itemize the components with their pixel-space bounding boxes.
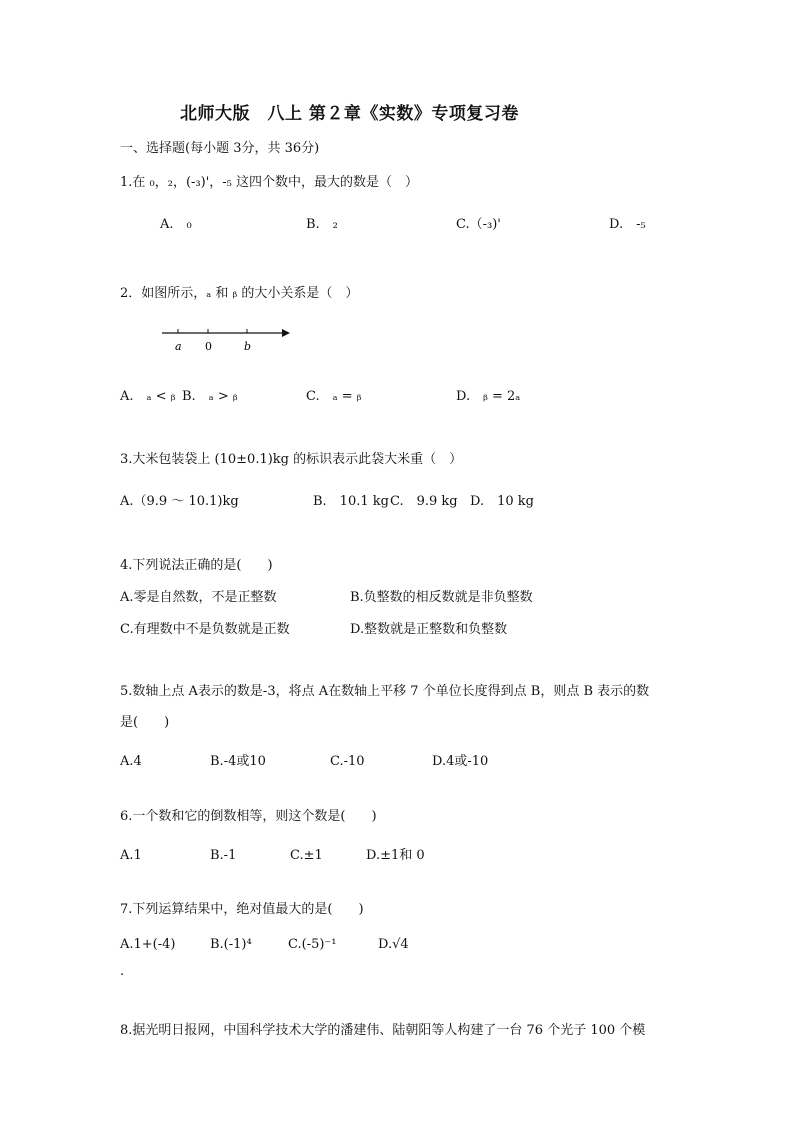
q4-option-d: D.整数就是正整数和负整数 <box>350 622 508 637</box>
q4-option-b: B.负整数的相反数就是非负整数 <box>350 590 533 605</box>
q3-option-a: A.（9.9 ～ 10.1)kg <box>120 494 239 509</box>
page-title: 北师大版 八上 第２章《实数》专项复习卷 <box>180 104 519 124</box>
q7-option-d: D.√4 <box>378 937 409 952</box>
q6-option-a: A.1 <box>120 848 142 863</box>
label-zero: 0 <box>205 340 212 353</box>
q6-option-b: B.-1 <box>210 848 237 863</box>
q4-option-a: A.零是自然数，不是正整数 <box>120 590 277 605</box>
q5-option-b: B.-4或10 <box>210 754 266 769</box>
q1-option-c: C.（-₃)' <box>456 217 501 232</box>
q5-option-a: A.4 <box>120 754 142 769</box>
q1-stem: 1.在 ₀，₂，(-₃)'，-₅ 这四个数中，最大的数是（ ） <box>120 175 419 190</box>
q4-stem: 4.下列说法正确的是( ) <box>120 558 273 573</box>
q3-option-c: C. 9.9 kg <box>390 494 458 509</box>
q5-stem-line2: 是( ) <box>120 715 170 730</box>
q7-option-a: A.1+(-4) <box>120 937 176 952</box>
q3-stem: 3.大米包装袋上 (10±0.1)kg 的标识表示此袋大米重（ ） <box>120 452 463 467</box>
q6-option-d: D.±1和 0 <box>366 848 425 863</box>
q2-option-d: D. ᵦ = 2ₐ <box>456 389 521 404</box>
q8-stem: 8.据光明日报网，中国科学技术大学的潘建伟、陆朝阳等人构建了一台 76 个光子 100 个模 <box>120 1023 646 1038</box>
q3-option-b: B. 10.1 kg <box>313 494 389 509</box>
q7-stem: 7.下列运算结果中，绝对值最大的是( ) <box>120 902 364 917</box>
q7-option-b: B.(-1)⁴ <box>210 937 252 952</box>
label-a: a <box>175 340 182 353</box>
q4-option-c: C.有理数中不是负数就是正数 <box>120 622 290 637</box>
q7-dot: . <box>120 964 125 979</box>
q5-option-d: D.4或-10 <box>432 754 489 769</box>
q2-stem: 2．如图所示，ₐ 和 ᵦ 的大小关系是（ ） <box>120 286 359 301</box>
q1-option-d: D. -₅ <box>609 217 646 232</box>
q5-option-c: C.-10 <box>330 754 365 769</box>
q1-option-a: A. ₀ <box>160 217 192 232</box>
number-line-arrow-icon <box>282 329 290 337</box>
q3-option-d: D. 10 kg <box>470 494 534 509</box>
section-heading: 一、选择题(每小题 3分，共 36分) <box>120 141 320 156</box>
label-b: b <box>244 340 252 353</box>
q1-option-b: B. ₂ <box>306 217 338 232</box>
q6-option-c: C.±1 <box>290 848 323 863</box>
q5-stem-line1: 5.数轴上点 A表示的数是-3，将点 A在数轴上平移 7 个单位长度得到点 B，则点 B 表示的数 <box>120 684 650 699</box>
number-line-figure <box>160 323 295 359</box>
q7-option-c: C.(-5)⁻¹ <box>288 937 337 952</box>
q2-option-c: C. ₐ = ᵦ <box>306 389 362 404</box>
q2-option-b: B. ₐ > ᵦ <box>182 389 238 404</box>
q2-option-a: A. ₐ < ᵦ <box>120 389 176 404</box>
q6-stem: 6.一个数和它的倒数相等，则这个数是( ) <box>120 809 377 824</box>
